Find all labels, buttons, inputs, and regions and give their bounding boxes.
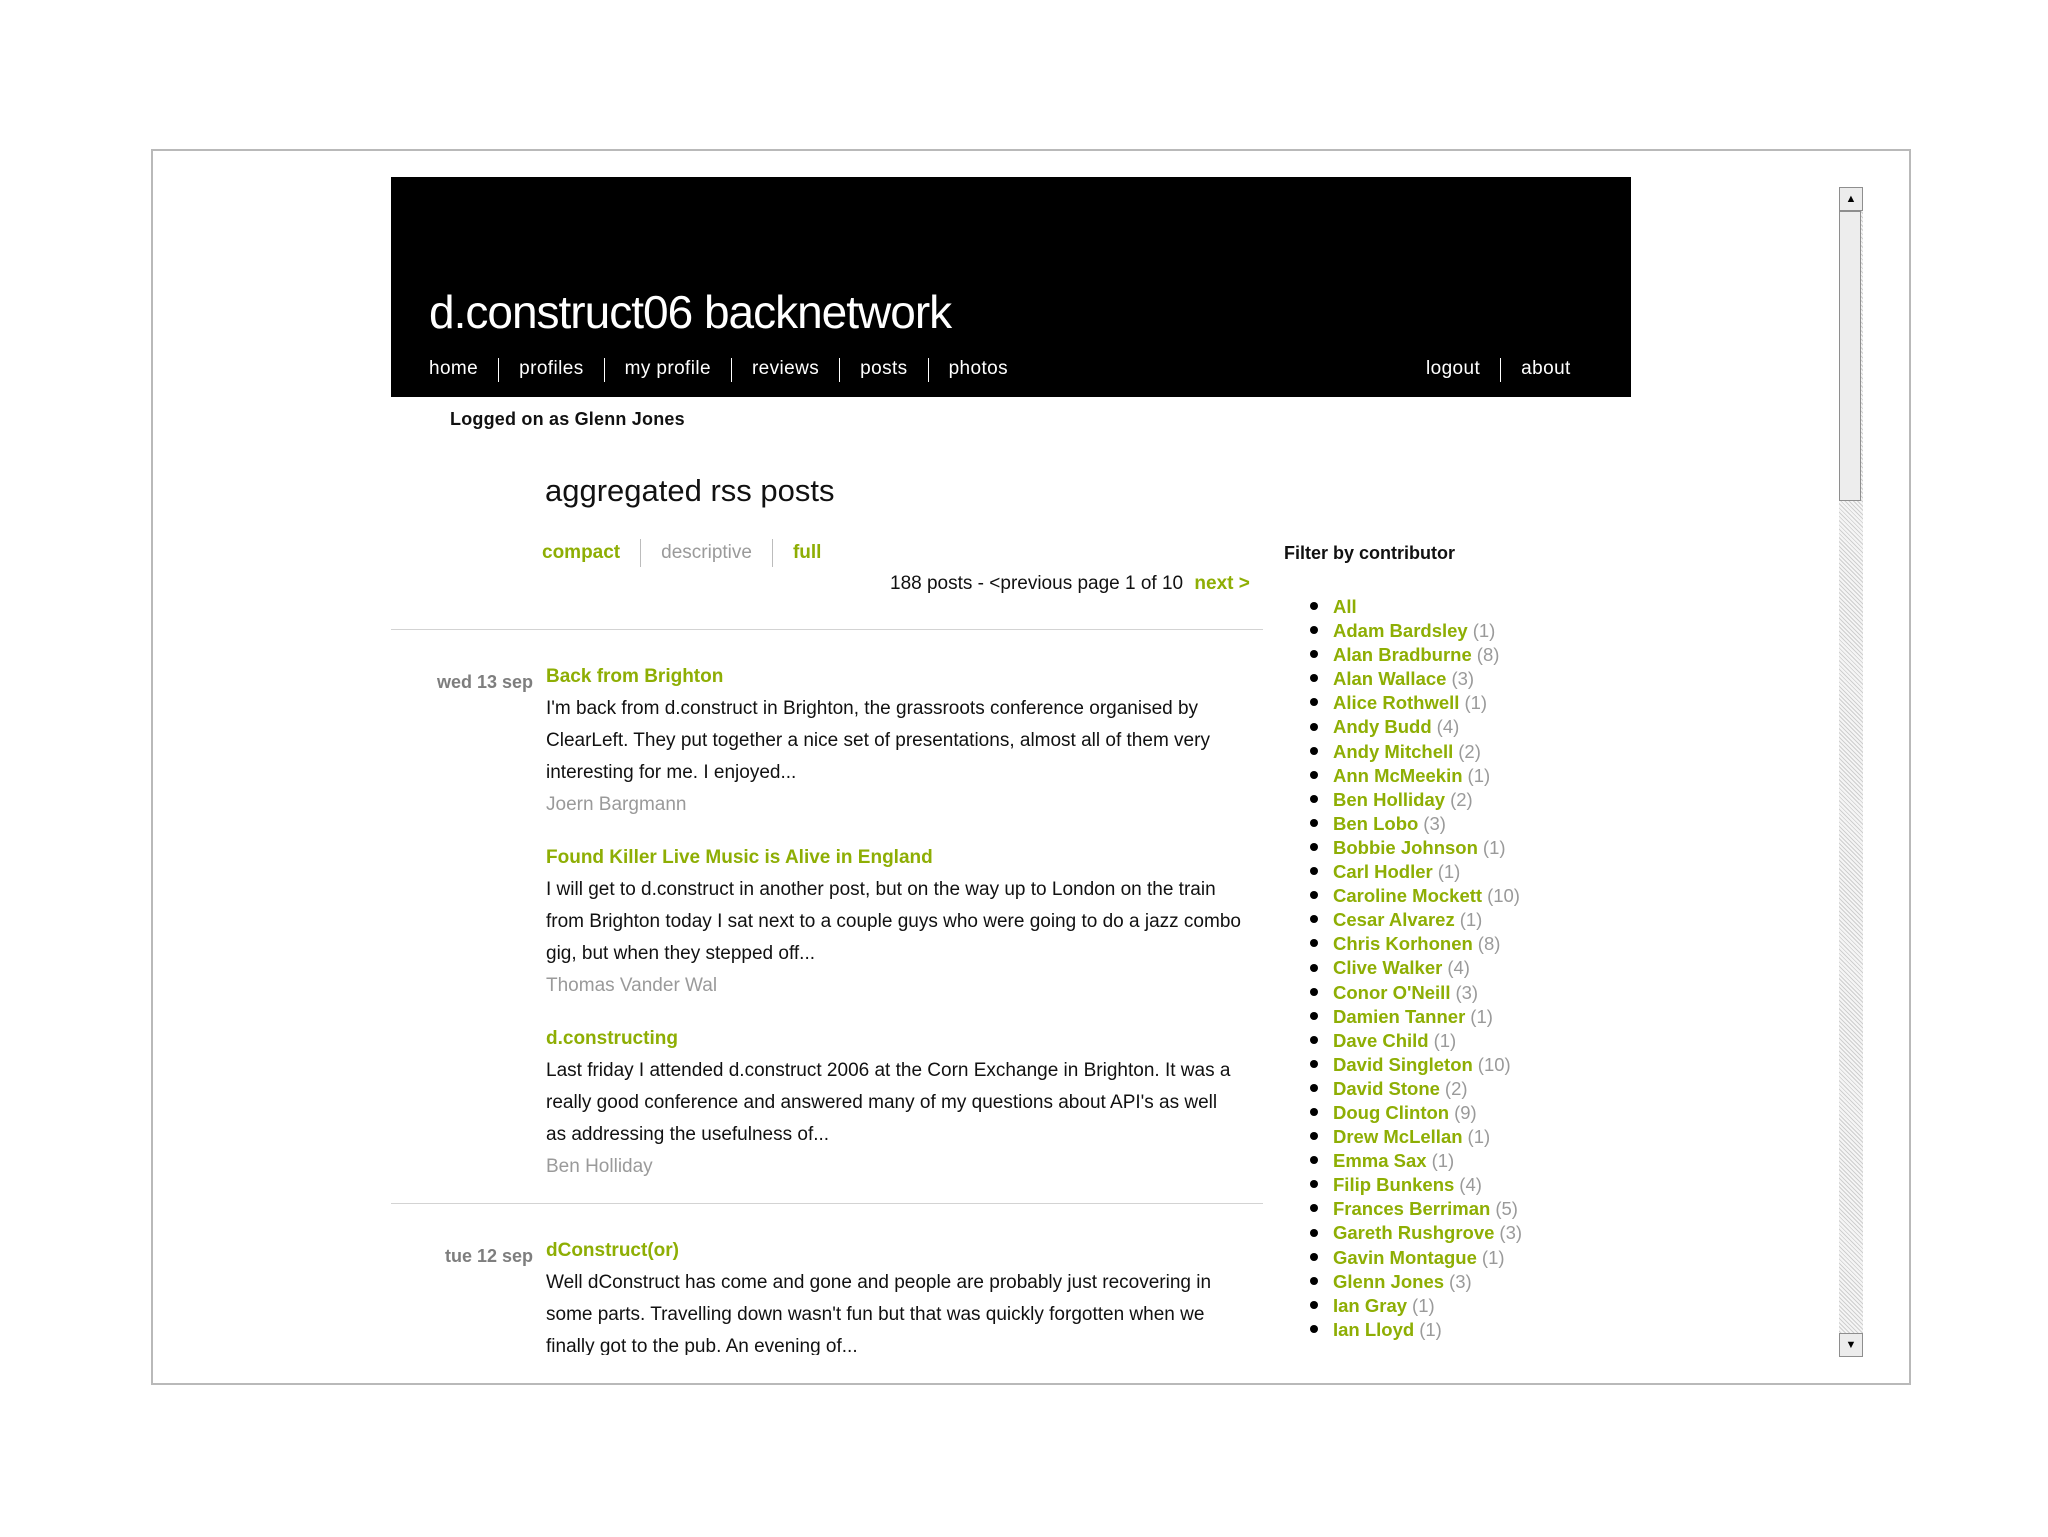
post-title-link[interactable]: d.constructing xyxy=(546,1028,678,1049)
contributor-post-count: (1) xyxy=(1419,1318,1442,1340)
contributor-item xyxy=(1310,908,1522,932)
contributor-link[interactable]: Doug Clinton xyxy=(1333,1101,1450,1123)
contributor-post-count: (4) xyxy=(1436,716,1460,738)
contributor-link[interactable]: David Stone xyxy=(1333,1077,1440,1099)
contributor-link[interactable]: Drew McLellan xyxy=(1333,1126,1463,1148)
contributor-link[interactable]: Damien Tanner xyxy=(1333,1005,1466,1027)
day-divider xyxy=(391,1203,1263,1204)
post-author: Joern Bargmann xyxy=(546,794,687,815)
contributor-post-count: (4) xyxy=(1459,1174,1482,1196)
contributor-link[interactable]: Gareth Rushgrove xyxy=(1333,1222,1495,1244)
tab-compact[interactable]: compact xyxy=(542,542,621,563)
contributor-link[interactable]: Emma Sax xyxy=(1333,1150,1427,1172)
post-excerpt-line: really good conference and answered many of my questions about API's as well xyxy=(546,1092,1218,1113)
contributor-link[interactable]: Frances Berriman xyxy=(1333,1198,1491,1220)
contributor-item xyxy=(1310,1197,1522,1221)
pagination xyxy=(890,573,1250,595)
post-item xyxy=(546,661,1266,821)
post-author: Ben Holliday xyxy=(546,1156,653,1177)
post-excerpt-line: Well dConstruct has come and gone and people are probably just recovering in xyxy=(546,1272,1212,1293)
contributor-post-count: (1) xyxy=(1437,861,1461,883)
contributor-item xyxy=(1310,715,1522,739)
contributor-post-count: (3) xyxy=(1449,1270,1472,1292)
contributor-item xyxy=(1310,1318,1522,1342)
contributor-post-count: (8) xyxy=(1476,644,1500,666)
site-header xyxy=(391,177,1631,397)
tab-full[interactable]: full xyxy=(792,542,822,563)
post-excerpt-line: ClearLeft. They put together a nice set of presentations, almost all of them very xyxy=(546,730,1210,751)
contributor-link[interactable]: Bobbie Johnson xyxy=(1333,836,1478,858)
scroll-down-arrow-icon[interactable]: ▼ xyxy=(1839,1333,1863,1357)
secondary-nav xyxy=(1426,358,1571,382)
post-excerpt-line: interesting for me. I enjoyed... xyxy=(546,762,797,783)
post-excerpt-line: from Brighton today I sat next to a couple guys who were going to do a jazz combo xyxy=(546,911,1241,932)
nav-separator xyxy=(604,358,605,382)
scroll-up-arrow-icon[interactable]: ▲ xyxy=(1839,187,1863,211)
post-excerpt-line: I'm back from d.construct in Brighton, the grassroots conference organised by xyxy=(546,698,1199,719)
day-divider xyxy=(391,629,1263,630)
contributor-link[interactable]: Glenn Jones xyxy=(1333,1270,1445,1292)
nav-about[interactable]: about xyxy=(1521,358,1571,379)
contributor-link[interactable]: Ian Lloyd xyxy=(1333,1318,1415,1340)
post-excerpt-line: I will get to d.construct in another post, but on the way up to London on the train xyxy=(546,879,1216,900)
contributor-post-count: (1) xyxy=(1412,1294,1435,1316)
contributor-item xyxy=(1310,1221,1522,1245)
contributor-item xyxy=(1310,619,1522,643)
contributor-item xyxy=(1310,595,1522,619)
contributor-link[interactable]: Andy Budd xyxy=(1333,716,1432,738)
contributor-post-count: (1) xyxy=(1467,1126,1491,1148)
browser-window xyxy=(151,149,1911,1385)
contributor-filter-list xyxy=(1310,595,1522,1342)
nav-separator xyxy=(1500,358,1501,382)
nav-posts[interactable]: posts xyxy=(860,358,908,379)
contributor-post-count: (10) xyxy=(1477,1053,1511,1075)
contributor-item xyxy=(1310,1173,1522,1197)
contributor-item xyxy=(1310,1029,1522,1053)
contributor-post-count: (2) xyxy=(1450,788,1473,810)
scrollbar-thumb[interactable] xyxy=(1839,211,1861,501)
nav-separator xyxy=(839,358,840,382)
contributor-item xyxy=(1310,788,1522,812)
contributor-post-count: (8) xyxy=(1477,933,1501,955)
contributor-item xyxy=(1310,1246,1522,1270)
post-excerpt-line: some parts. Travelling down wasn't fun but that was quickly forgotten when we xyxy=(546,1304,1205,1325)
contributor-post-count: (1) xyxy=(1459,909,1483,931)
contributor-link[interactable]: Ben Lobo xyxy=(1333,812,1419,834)
page-title: aggregated rss posts xyxy=(545,473,835,508)
contributor-post-count: (1) xyxy=(1482,836,1506,858)
contributor-item xyxy=(1310,764,1522,788)
site-title[interactable]: d.construct06 backnetwork xyxy=(429,286,952,338)
contributor-item xyxy=(1310,1005,1522,1029)
tab-separator xyxy=(772,539,773,567)
contributor-item xyxy=(1310,956,1522,980)
contributor-link[interactable]: David Singleton xyxy=(1333,1053,1473,1075)
post-excerpt-line: finally got to the pub. An evening of... xyxy=(546,1336,858,1355)
contributor-post-count: (1) xyxy=(1481,1246,1505,1268)
contributor-link[interactable]: Dave Child xyxy=(1333,1029,1429,1051)
contributor-post-count: (2) xyxy=(1444,1077,1468,1099)
contributor-post-count: (5) xyxy=(1495,1198,1518,1220)
post-item xyxy=(546,842,1266,1002)
contributor-link[interactable]: Alice Rothwell xyxy=(1333,692,1460,714)
day-date: tue 12 sep xyxy=(444,1246,533,1266)
contributor-link[interactable]: Andy Mitchell xyxy=(1333,740,1454,762)
contributor-post-count: (1) xyxy=(1472,620,1496,642)
contributor-link[interactable]: Ben Holliday xyxy=(1333,788,1446,810)
nav-home[interactable]: home xyxy=(429,358,479,379)
primary-nav xyxy=(429,358,1008,382)
next-page-link[interactable]: next > xyxy=(1194,573,1250,594)
contributor-post-count: (10) xyxy=(1487,885,1520,907)
contributor-link[interactable]: Alan Bradburne xyxy=(1333,644,1472,666)
contributor-link[interactable]: All xyxy=(1333,596,1357,617)
contributor-post-count: (3) xyxy=(1499,1222,1523,1244)
nav-separator xyxy=(731,358,732,382)
contributor-post-count: (3) xyxy=(1451,668,1475,690)
contributor-link[interactable]: Clive Walker xyxy=(1333,957,1443,979)
nav-separator xyxy=(928,358,929,382)
contributor-item xyxy=(1310,1149,1522,1173)
nav-photos[interactable]: photos xyxy=(948,358,1009,379)
logged-on-status: Logged on as Glenn Jones xyxy=(450,409,685,429)
contributor-item xyxy=(1310,1125,1522,1149)
filter-heading: Filter by contributor xyxy=(1284,543,1455,563)
contributor-item xyxy=(1310,812,1522,836)
contributor-item xyxy=(1310,643,1522,667)
contributor-item xyxy=(1310,884,1522,908)
contributor-item xyxy=(1310,1053,1522,1077)
contributor-link[interactable]: Conor O'Neill xyxy=(1333,981,1451,1003)
contributor-item xyxy=(1310,932,1522,956)
contributor-item xyxy=(1310,1270,1522,1294)
contributor-item xyxy=(1310,1077,1522,1101)
contributor-post-count: (3) xyxy=(1455,981,1479,1003)
post-item xyxy=(546,1235,1266,1355)
contributor-item xyxy=(1310,860,1522,884)
contributor-link[interactable]: Ann McMeekin xyxy=(1333,764,1463,786)
tab-separator xyxy=(640,539,641,567)
contributor-post-count: (2) xyxy=(1458,740,1481,762)
pagination-summary: 188 posts - <previous page 1 of 10 xyxy=(890,573,1184,594)
day-date: wed 13 sep xyxy=(436,672,533,692)
contributor-link[interactable]: Alan Wallace xyxy=(1333,668,1447,690)
post-item xyxy=(546,1023,1266,1183)
contributor-item xyxy=(1310,981,1522,1005)
nav-logout[interactable]: logout xyxy=(1426,358,1481,379)
contributor-post-count: (1) xyxy=(1470,1005,1493,1027)
contributor-item xyxy=(1310,691,1522,715)
view-mode-tabs xyxy=(542,539,821,567)
contributor-link[interactable]: Caroline Mockett xyxy=(1333,885,1483,907)
contributor-item xyxy=(1310,667,1522,691)
contributor-link[interactable]: Cesar Alvarez xyxy=(1333,909,1455,931)
post-excerpt-line: as addressing the usefulness of... xyxy=(546,1124,830,1145)
contributor-post-count: (4) xyxy=(1447,957,1470,979)
contributor-item xyxy=(1310,740,1522,764)
post-excerpt-line: Last friday I attended d.construct 2006 at the Corn Exchange in Brighton. It was a xyxy=(546,1060,1231,1081)
contributor-item xyxy=(1310,1294,1522,1318)
contributor-post-count: (9) xyxy=(1454,1101,1477,1123)
post-author: Thomas Vander Wal xyxy=(546,975,718,996)
contributor-link[interactable]: Filip Bunkens xyxy=(1333,1174,1455,1196)
contributor-post-count: (1) xyxy=(1464,692,1488,714)
post-title-link[interactable]: Back from Brighton xyxy=(546,666,724,687)
page-viewport xyxy=(153,177,1863,1355)
contributor-item xyxy=(1310,1101,1522,1125)
nav-my-profile[interactable]: my profile xyxy=(624,358,711,379)
contributor-post-count: (1) xyxy=(1467,764,1491,786)
contributor-link[interactable]: Ian Gray xyxy=(1333,1294,1408,1316)
nav-reviews[interactable]: reviews xyxy=(751,358,820,379)
post-title-link[interactable]: dConstruct(or) xyxy=(546,1240,679,1261)
post-title-link[interactable]: Found Killer Live Music is Alive in England xyxy=(546,847,933,868)
contributor-link[interactable]: Chris Korhonen xyxy=(1333,933,1473,955)
contributor-post-count: (1) xyxy=(1431,1150,1455,1172)
vertical-scrollbar[interactable] xyxy=(1839,187,1863,1357)
post-excerpt-line: gig, but when they stepped off... xyxy=(546,943,816,964)
contributor-post-count: (1) xyxy=(1433,1029,1457,1051)
nav-profiles[interactable]: profiles xyxy=(519,358,584,379)
contributor-link[interactable]: Adam Bardsley xyxy=(1333,620,1468,642)
contributor-post-count: (3) xyxy=(1423,812,1446,834)
contributor-item xyxy=(1310,836,1522,860)
contributor-link[interactable]: Gavin Montague xyxy=(1333,1246,1477,1268)
contributor-link[interactable]: Carl Hodler xyxy=(1333,861,1433,883)
tab-descriptive[interactable]: descriptive xyxy=(661,542,752,563)
nav-separator xyxy=(498,358,499,382)
